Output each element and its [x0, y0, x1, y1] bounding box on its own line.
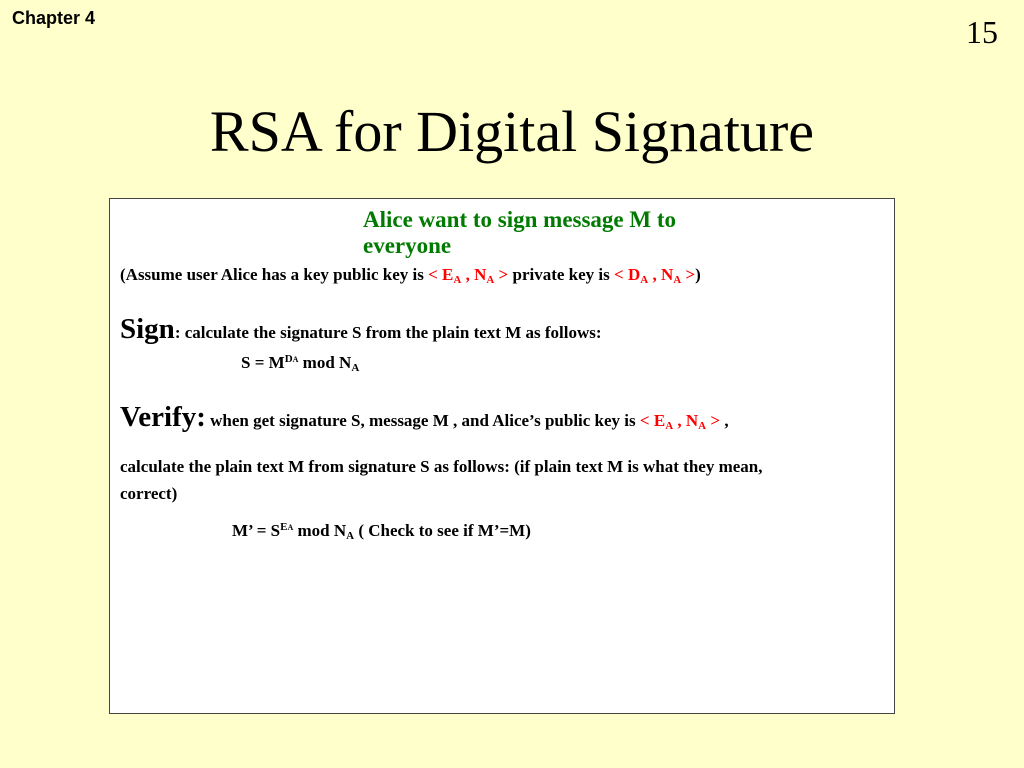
box-heading: Alice want to sign message M to everyone: [363, 207, 677, 258]
assume-line: (Assume user Alice has a key public key is < $E_A$ , $N_A$ > private key is < $D_A$ , $N_A$ >): [120, 265, 701, 286]
sign-label: Sign: [120, 313, 175, 345]
verify-line: Verify: when get signature S, message M , and Alice’s public key is < $E_A$ , $N_A$ > ,: [120, 401, 729, 433]
verify-label: Verify:: [120, 401, 206, 433]
verify-text-line3: correct): [120, 484, 178, 503]
verify-text-line2: calculate the plain text M from signature S as follows: (if plain text M is what they mean,: [120, 457, 763, 476]
chapter-label: Chapter 4: [12, 8, 96, 28]
content-box: [109, 198, 895, 714]
sign-line: Sign: calculate the signature S from the plain text M as follows:: [120, 313, 602, 345]
private-key-pair: < $D_A$ , $N_A$ >: [614, 265, 696, 286]
slide-title: RSA for Digital Signature: [209, 99, 815, 164]
public-key-pair: < $E_A$ , $N_A$ >: [428, 265, 509, 286]
page-number: 15: [966, 14, 998, 50]
sign-formula: $S = M^{DA}$ mod $N_A$: [241, 353, 360, 374]
verify-formula: M’ = $S^{EA}$ mod $N_A$ ( Check to see if M’=M): [232, 521, 531, 542]
verify-public-key-pair: < $E_A$ , $N_A$ >: [639, 411, 721, 432]
